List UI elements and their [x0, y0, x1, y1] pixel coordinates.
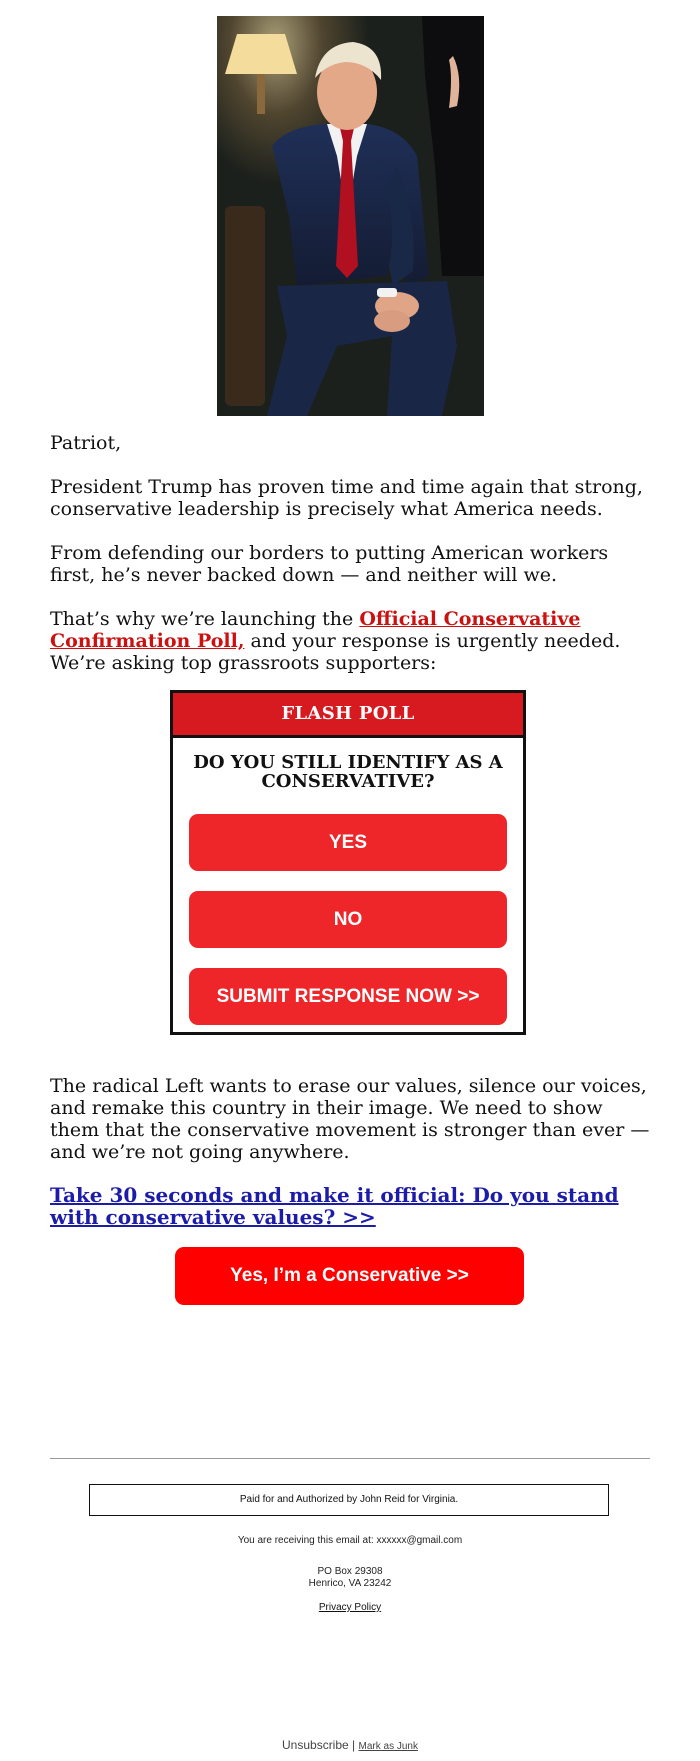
greeting — [50, 432, 650, 454]
poll-intro-paragraph — [50, 608, 650, 674]
poll-intro-after: and your response is urgently needed. We’re asking top grassroots supporters: — [50, 630, 621, 674]
no-button[interactable]: NO — [189, 891, 507, 948]
footer-divider — [50, 1458, 650, 1459]
borders-paragraph-text: From defending our borders to putting American workers first, he’s never backed down — and neither will we. — [50, 542, 609, 586]
make-it-official-link[interactable]: Take 30 seconds and make it official: Do you stand with conservative values? >> — [50, 1183, 619, 1229]
mailing-address — [0, 1566, 700, 1590]
hero-photo-graphic — [217, 16, 484, 416]
poll-intro-before: That’s why we’re launching the — [50, 608, 360, 630]
poll-header: FLASH POLL — [173, 693, 523, 738]
hero-photo — [217, 16, 484, 416]
intro-paragraph-text: President Trump has proven time and time again that strong, conservative leadership is precisely what America needs. — [50, 476, 643, 520]
address-line-2: Henrico, VA 23242 — [308, 1578, 392, 1589]
unsubscribe-row — [0, 1738, 700, 1752]
privacy-policy-link[interactable]: Privacy Policy — [318, 1602, 382, 1613]
borders-paragraph — [50, 542, 650, 586]
poll-intro-text — [50, 608, 650, 674]
paid-for-disclaimer: Paid for and Authorized by John Reid for Virginia. — [89, 1484, 609, 1516]
yes-button[interactable]: YES — [189, 814, 507, 871]
intro-paragraph — [50, 476, 650, 520]
mark-as-junk-link[interactable]: Mark as Junk — [358, 1741, 418, 1752]
address-line-1: PO Box 29308 — [317, 1566, 383, 1577]
submit-response-button[interactable]: SUBMIT RESPONSE NOW >> — [189, 968, 507, 1025]
radical-left-text: The radical Left wants to erase our values, silence our voices, and remake this country in their image. We need to show them that the conservative movement is stronger than ever — and we’re not going anywhere. — [50, 1075, 650, 1163]
cta-link-paragraph — [50, 1184, 650, 1228]
receiving-notice: You are receiving this email at: xxxxxx@gmail.com — [237, 1535, 463, 1546]
footer-separator: | — [352, 1738, 356, 1752]
conservative-cta-button[interactable]: Yes, I’m a Conservative >> — [175, 1247, 524, 1305]
unsubscribe-link[interactable]: Unsubscribe — [282, 1738, 349, 1752]
flash-poll-box — [170, 690, 526, 1035]
official-poll-link[interactable]: Official Conservative Confirmation Poll, — [50, 608, 581, 652]
poll-question: DO YOU STILL IDENTIFY AS A CONSERVATIVE? — [193, 752, 503, 792]
radical-left-paragraph — [50, 1075, 650, 1163]
greeting-text: Patriot, — [50, 432, 122, 454]
privacy-row — [0, 1602, 700, 1613]
